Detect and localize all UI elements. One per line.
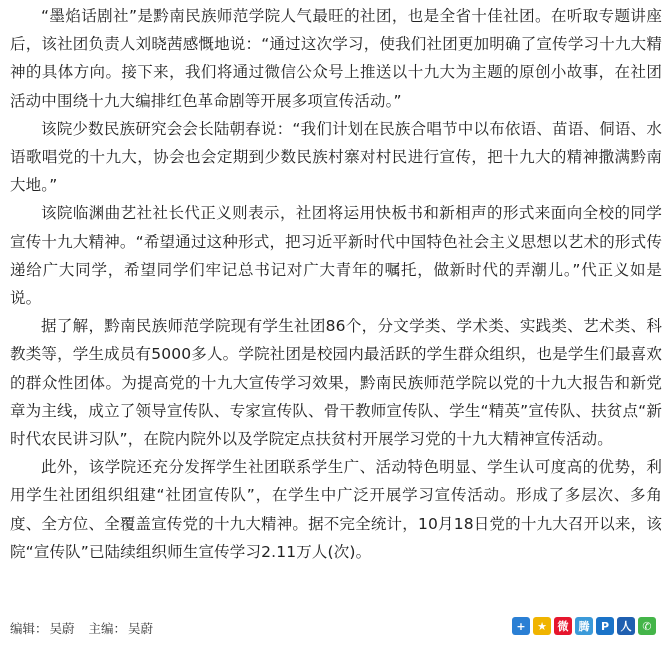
share-bar [512, 617, 656, 635]
share-qzone-icon[interactable]: ★ [533, 617, 551, 635]
share-more-icon[interactable]: + [512, 617, 530, 635]
article-footer [10, 617, 662, 637]
editor-name: 吴蔚 [49, 621, 75, 636]
share-renren-icon[interactable]: 人 [617, 617, 635, 635]
chief-editor-name: 吴蔚 [128, 621, 154, 636]
share-wechat-icon[interactable]: ✆ [638, 617, 656, 635]
paragraph-2: 该院少数民族研究会会长陆朝春说：“我们计划在民族合唱节中以布依语、苗语、侗语、水语歌唱党的十九大，协会也会定期到少数民族村寨对村民进行宣传，把十九大的精神撒满黔南大地。” [10, 119, 662, 195]
article-body [10, 2, 662, 566]
share-weibo-icon[interactable]: 微 [554, 617, 572, 635]
paragraph-1: “墨焰话剧社”是黔南民族师范学院人气最旺的社团，也是全省十佳社团。在听取专题讲座后，该社团负责人刘晓茜感慨地说：“通过这次学习，使我们社团更加明确了宣传学习十九大精神的具体方向。接下来，我们将通过微信公众号上推送以十九大为主题的原创小故事，在社团活动中围绕十九大编排红色革命剧等开展多项宣传活动。” [10, 7, 662, 110]
paragraph-3: 该院临渊曲艺社社长代正义则表示，社团将运用快板书和新相声的形式来面向全校的同学宣传十九大精神。“希望通过这种形式，把习近平新时代中国特色社会主义思想以艺术的形式传递给广大同学，希望同学们牢记总书记对广大青年的嘱托，做新时代的弄潮儿。”代正义如是说。 [10, 204, 662, 308]
editor-credits [10, 619, 155, 637]
share-people-icon[interactable]: P [596, 617, 614, 635]
share-tencent-weibo-icon[interactable]: 腾 [575, 617, 593, 635]
editor-label: 编辑： [10, 621, 48, 636]
paragraph-5: 此外，该学院还充分发挥学生社团联系学生广、活动特色明显、学生认可度高的优势，利用学生社团组织组建“社团宣传队”，在学生中广泛开展学习宣传活动。形成了多层次、多角度、全方位、全覆盖宣传党的十九大精神。据不完全统计，10月18日党的十九大召开以来，该院“宣传队”已陆续组织师生宣传学习2.11万人(次)。 [10, 458, 662, 561]
paragraph-4: 据了解，黔南民族师范学院现有学生社团86个，分文学类、学术类、实践类、艺术类、科教类等，学生成员有5000多人。学院社团是校园内最活跃的学生群众组织，也是学生们最喜欢的群众性团体。为提高党的十九大宣传学习效果，黔南民族师范学院以党的十九大报告和新党章为主线，成立了领导宣传队、专家宣传队、骨干教师宣传队、学生“精英”宣传队、扶贫点“新时代农民讲习队”，在院内院外以及学院定点扶贫村开展学习党的十九大精神宣传活动。 [10, 317, 662, 449]
chief-editor-label: 主编： [88, 621, 127, 636]
